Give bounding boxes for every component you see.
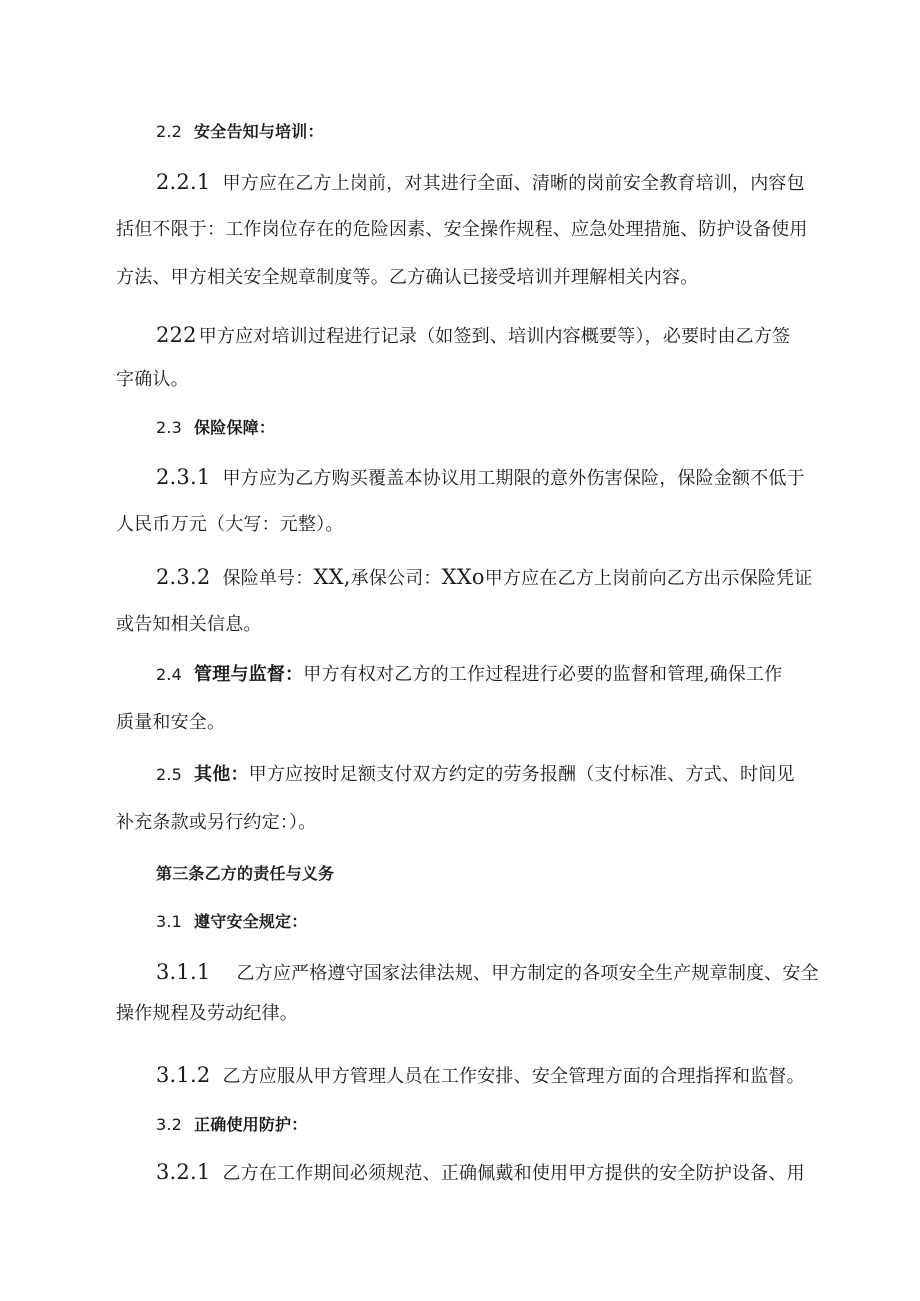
clause-2-3-2-line-1: 2.3.2 保险单号：XX,承保公司：XXo甲方应在乙方上岗前向乙方出示保险凭证 [156,565,813,589]
clause-3-1-2-line-1: 3.1.2 乙方应服从甲方管理人员在工作安排、安全管理方面的合理指挥和监督。 [156,1063,805,1087]
clause-3-1-1-line-2: 操作规程及劳动纪律。 [116,1003,298,1024]
clause-2-2-2-line-1: 222 甲方应对培训过程进行记录（如签到、培训内容概要等），必要时由乙方签 [156,323,791,347]
clause-2-3-1-line-2: 人民币万元（大写：元整）。 [116,514,344,535]
article-3-heading: 第三条乙方的责任与义务 [156,864,335,883]
section-2-2-heading: 2.2 安全告知与培训： [156,122,324,141]
clause-2-2-2-line-2: 字确认。 [116,369,189,390]
clause-3-1-1-line-1: 3.1.1 乙方应严格遵守国家法律法规、甲方制定的各项安全生产规章制度、安全 [156,960,819,984]
section-3-1-heading: 3.1 遵守安全规定： [156,912,308,931]
clause-2-3-2-line-2: 或告知相关信息。 [116,614,262,635]
section-2-5-line-1: 2.5 其他：甲方应按时足额支付双方约定的劳务报酬（支付标准、方式、时间见 [156,764,795,785]
section-2-3-heading: 2.3 保险保障： [156,418,276,437]
section-2-4-line-2: 质量和安全。 [116,712,226,733]
clause-2-3-1-line-1: 2.3.1 甲方应为乙方购买覆盖本协议用工期限的意外伤害保险，保险金额不低于 [156,465,805,489]
clause-3-2-1-line-1: 3.2.1 乙方在工作期间必须规范、正确佩戴和使用甲方提供的安全防护设备、用 [156,1160,805,1184]
clause-2-2-1-line-3: 方法、甲方相关安全规章制度等。乙方确认已接受培训并理解相关内容。 [116,267,699,288]
section-3-2-heading: 3.2 正确使用防护： [156,1115,308,1134]
section-2-4-line-1: 2.4 管理与监督：甲方有权对乙方的工作过程进行必要的监督和管理,确保工作 [156,664,783,685]
section-2-5-line-2: 补充条款或另行约定：）。 [116,812,317,833]
clause-2-2-1-line-1: 2.2.1 甲方应在乙方上岗前，对其进行全面、清晰的岗前安全教育培训，内容包 [156,170,805,194]
clause-2-2-1-line-2: 括但不限于：工作岗位存在的危险因素、安全操作规程、应急处理措施、防护设备使用 [116,219,808,240]
